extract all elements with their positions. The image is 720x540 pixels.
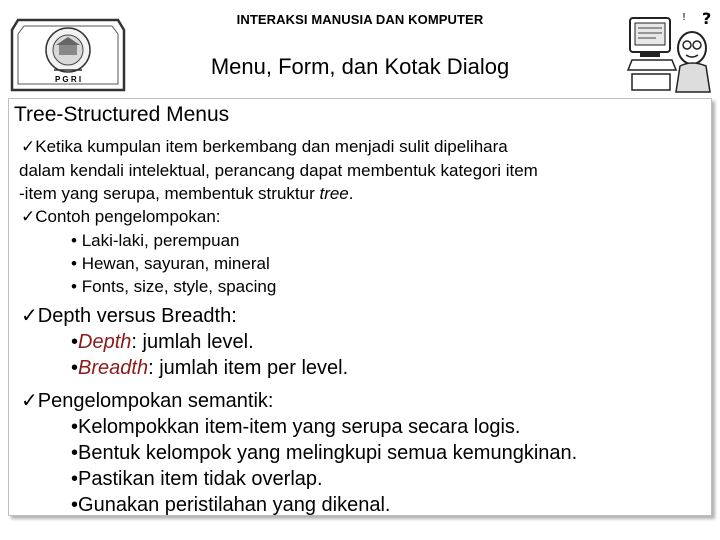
svg-text:?: ? <box>702 9 712 28</box>
example-item-text: Fonts, size, style, spacing <box>81 277 277 296</box>
bullet-icon: • <box>71 494 79 516</box>
para1-italic-term: tree <box>319 184 349 203</box>
depth-item <box>19 329 707 355</box>
depth-item <box>19 355 707 381</box>
bullet-icon: • <box>71 231 77 250</box>
depth-heading <box>19 302 707 329</box>
para1-text-1: Ketika kumpulan item berkembang dan menjadi sulit dipelihara <box>35 137 508 156</box>
para1-text-3: -item yang serupa, membentuk struktur <box>19 184 320 203</box>
semantic-item-text: Kelompokkan item-item yang serupa secara logis. <box>78 416 521 438</box>
breadth-term: Breadth <box>78 357 149 379</box>
example-item <box>19 229 707 252</box>
example-heading-text: Contoh pengelompokan: <box>35 207 221 226</box>
semantic-heading-text: Pengelompokan semantik: <box>37 390 274 412</box>
bullet-icon: • <box>71 357 79 379</box>
semantic-item <box>19 492 707 518</box>
example-item-text: Laki-laki, perempuan <box>81 231 240 250</box>
logo-text: P G R I <box>54 75 82 84</box>
check-bullet-icon: ✓ <box>21 137 36 157</box>
check-bullet-icon: ✓ <box>21 207 36 227</box>
svg-text:!: ! <box>682 12 687 23</box>
check-bullet-icon: ✓ <box>21 388 38 412</box>
example-heading <box>19 205 707 229</box>
bullet-icon: • <box>71 442 79 464</box>
semantic-item-text: Gunakan peristilahan yang dikenal. <box>78 494 391 516</box>
course-title: INTERAKSI MANUSIA DAN KOMPUTER <box>236 12 484 27</box>
example-item-text: Hewan, sayuran, mineral <box>81 254 270 273</box>
example-item <box>19 252 707 275</box>
depth-heading-text: Depth versus Breadth: <box>37 305 237 327</box>
slide-subtitle: Menu, Form, dan Kotak Dialog <box>210 54 510 79</box>
bullet-icon: • <box>71 416 79 438</box>
para1-line-3 <box>19 182 707 205</box>
para1-line-2: dalam kendali intelektual, perancang dapat membentuk kategori item <box>19 161 538 180</box>
slide-body <box>19 135 707 518</box>
bullet-icon: • <box>71 277 77 296</box>
semantic-heading <box>19 387 707 414</box>
semantic-item <box>19 466 707 492</box>
depth-desc: : jumlah level. <box>131 331 254 353</box>
para1-line-1 <box>19 135 707 159</box>
section-title: Tree-Structured Menus <box>14 103 230 126</box>
depth-term: Depth <box>78 331 132 353</box>
bullet-icon: • <box>71 331 79 353</box>
bullet-icon: • <box>71 254 77 273</box>
check-bullet-icon: ✓ <box>21 303 38 327</box>
semantic-item <box>19 440 707 466</box>
semantic-item-text: Bentuk kelompok yang melingkupi semua kemungkinan. <box>78 442 578 464</box>
breadth-desc: : jumlah item per level. <box>148 357 349 379</box>
example-item <box>19 275 707 298</box>
bullet-icon: • <box>71 468 79 490</box>
semantic-item-text: Pastikan item tidak overlap. <box>78 468 323 490</box>
semantic-item <box>19 414 707 440</box>
slide-content-panel <box>8 98 712 516</box>
para1-end: . <box>348 184 354 203</box>
